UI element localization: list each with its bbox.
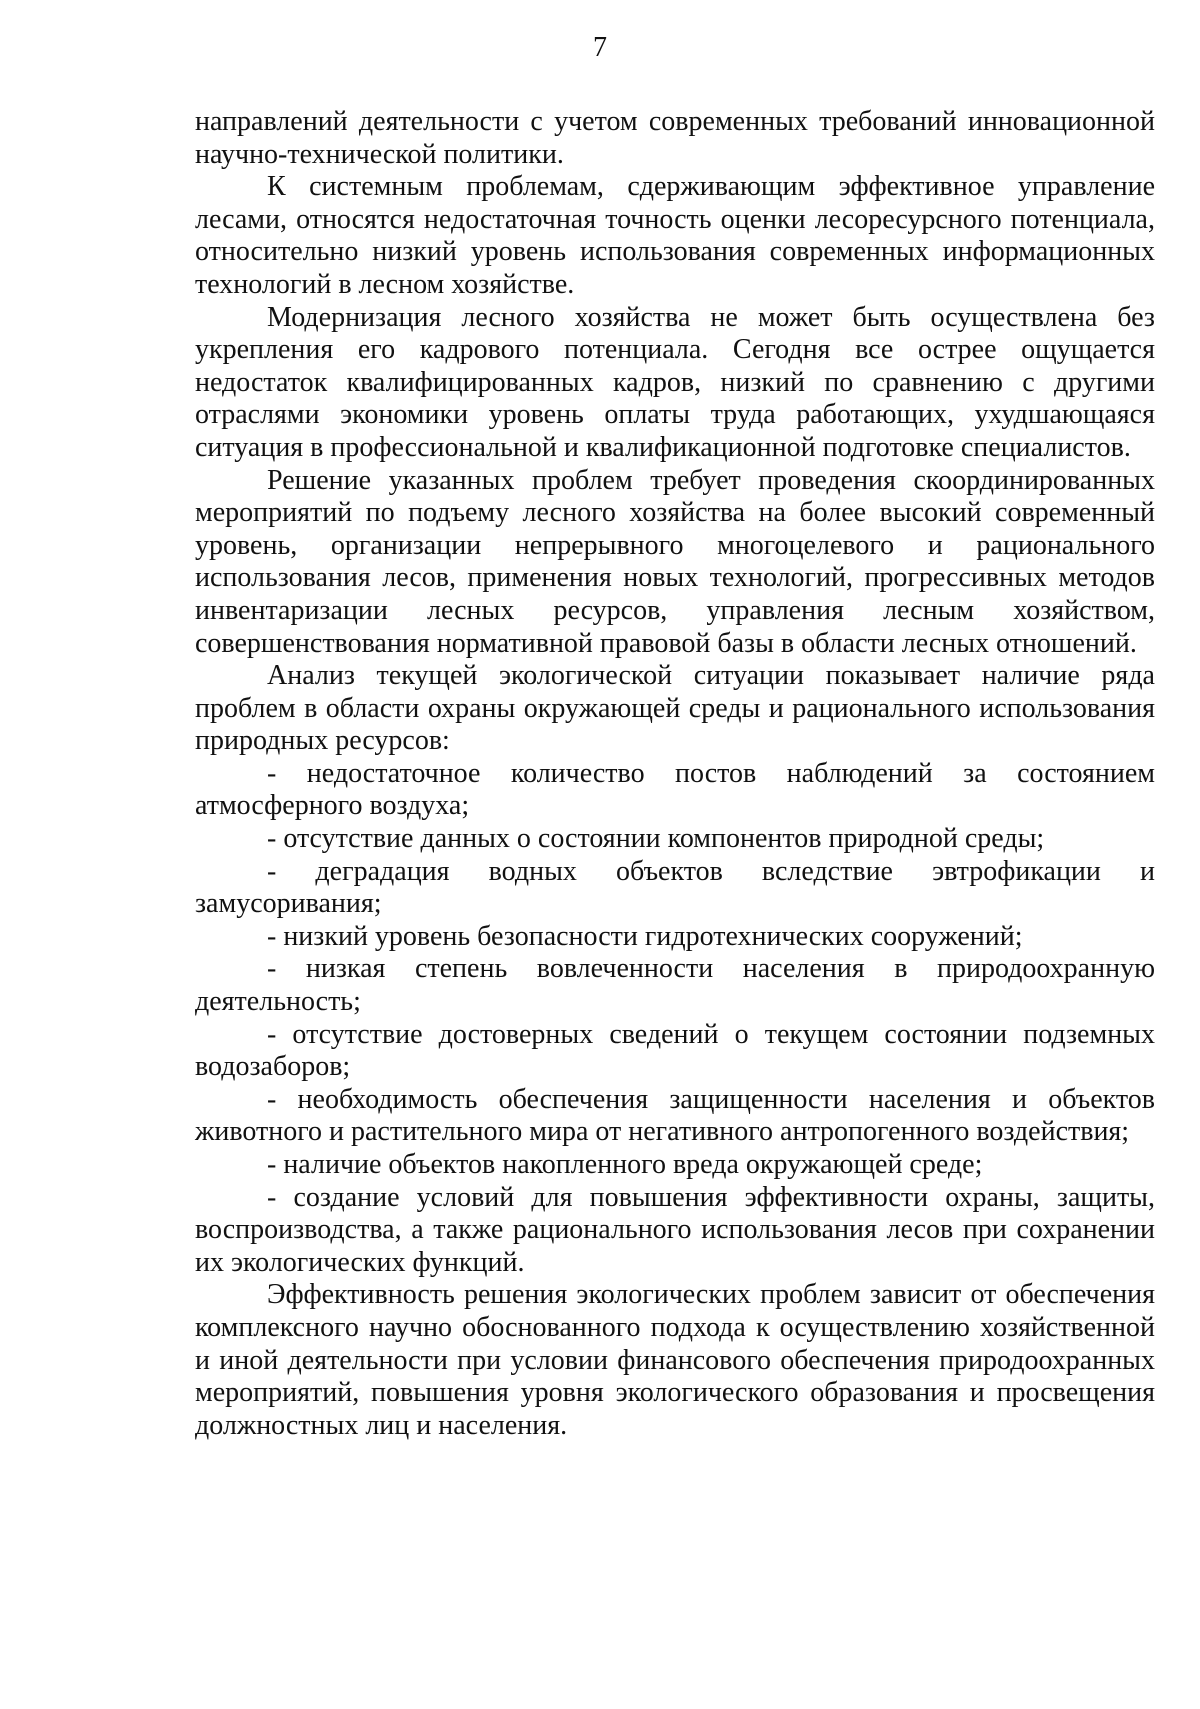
list-item-environment-data: - отсутствие данных о состоянии компонентов природной среды; <box>267 823 1045 855</box>
document-body <box>195 106 1155 1442</box>
list-item-public-involvement: - низкая степень вовлеченности населения в природоохранную деятельность; <box>195 953 1155 1018</box>
paragraph-effectiveness: Эффективность решения экологических проблем зависит от обеспечения комплексного научно обоснованного подхода к осуществлению хозяйственной и иной деятельности при условии финансового обеспечения природоохранных мероприятий, повышения уровня экологического образования и просвещения должностных лиц и населения. <box>195 1279 1155 1441</box>
paragraph-continuation: направлений деятельности с учетом современных требований инновационной научно-технической политики. <box>195 106 1155 170</box>
paragraph-analysis: Анализ текущей экологической ситуации показывает наличие ряда проблем в области охраны окружающей среды и рационального использования природных ресурсов: <box>195 660 1155 757</box>
list-item-air-monitoring: - недостаточное количество постов наблюдений за состоянием атмосферного воздуха; <box>195 757 1155 822</box>
list-item-forest-protection: - создание условий для повышения эффективности охраны, защиты, воспроизводства, а также рационального использования лесов при сохранении их экологических функций. <box>195 1181 1155 1278</box>
page-number: 7 <box>593 32 607 63</box>
list-item-water-degradation: - деградация водных объектов вследствие эвтрофикации и замусоривания; <box>195 855 1155 920</box>
paragraph-solution: Решение указанных проблем требует проведения скоординированных мероприятий по подъему лесного хозяйства на более высокий современный уровень, организации непрерывного многоцелевого и рационального использования лесов, применения новых технологий, прогрессивных методов инвентаризации лесных ресурсов, управления лесным хозяйством, совершенствования нормативной правовой базы в области лесных отношений. <box>195 464 1155 659</box>
list-item-accumulated-harm: - наличие объектов накопленного вреда окружающей среде; <box>267 1149 983 1180</box>
list-item-hydro-safety: - низкий уровень безопасности гидротехнических сооружений; <box>267 920 1023 952</box>
paragraph-modernization: Модернизация лесного хозяйства не может быть осуществлена без укрепления его кадрового потенциала. Сегодня все острее ощущается недостаток квалифицированных кадров, низкий по сравнению с другими отраслями экономики уровень оплаты труда работающих, ухудшающаяся ситуация в профессиональной и квалификационной подготовке специалистов. <box>195 301 1155 463</box>
list-item-groundwater: - отсутствие достоверных сведений о текущем состоянии подземных водозаборов; <box>195 1018 1155 1083</box>
list-item-protection: - необходимость обеспечения защищенности населения и объектов животного и растительного мира от негативного антропогенного воздействия; <box>195 1083 1155 1148</box>
paragraph-systemic-problems: К системным проблемам, сдерживающим эффективное управление лесами, относятся недостаточная точность оценки лесоресурсного потенциала, относительно низкий уровень использования современных информационных технологий в лесном хозяйстве. <box>195 171 1155 300</box>
